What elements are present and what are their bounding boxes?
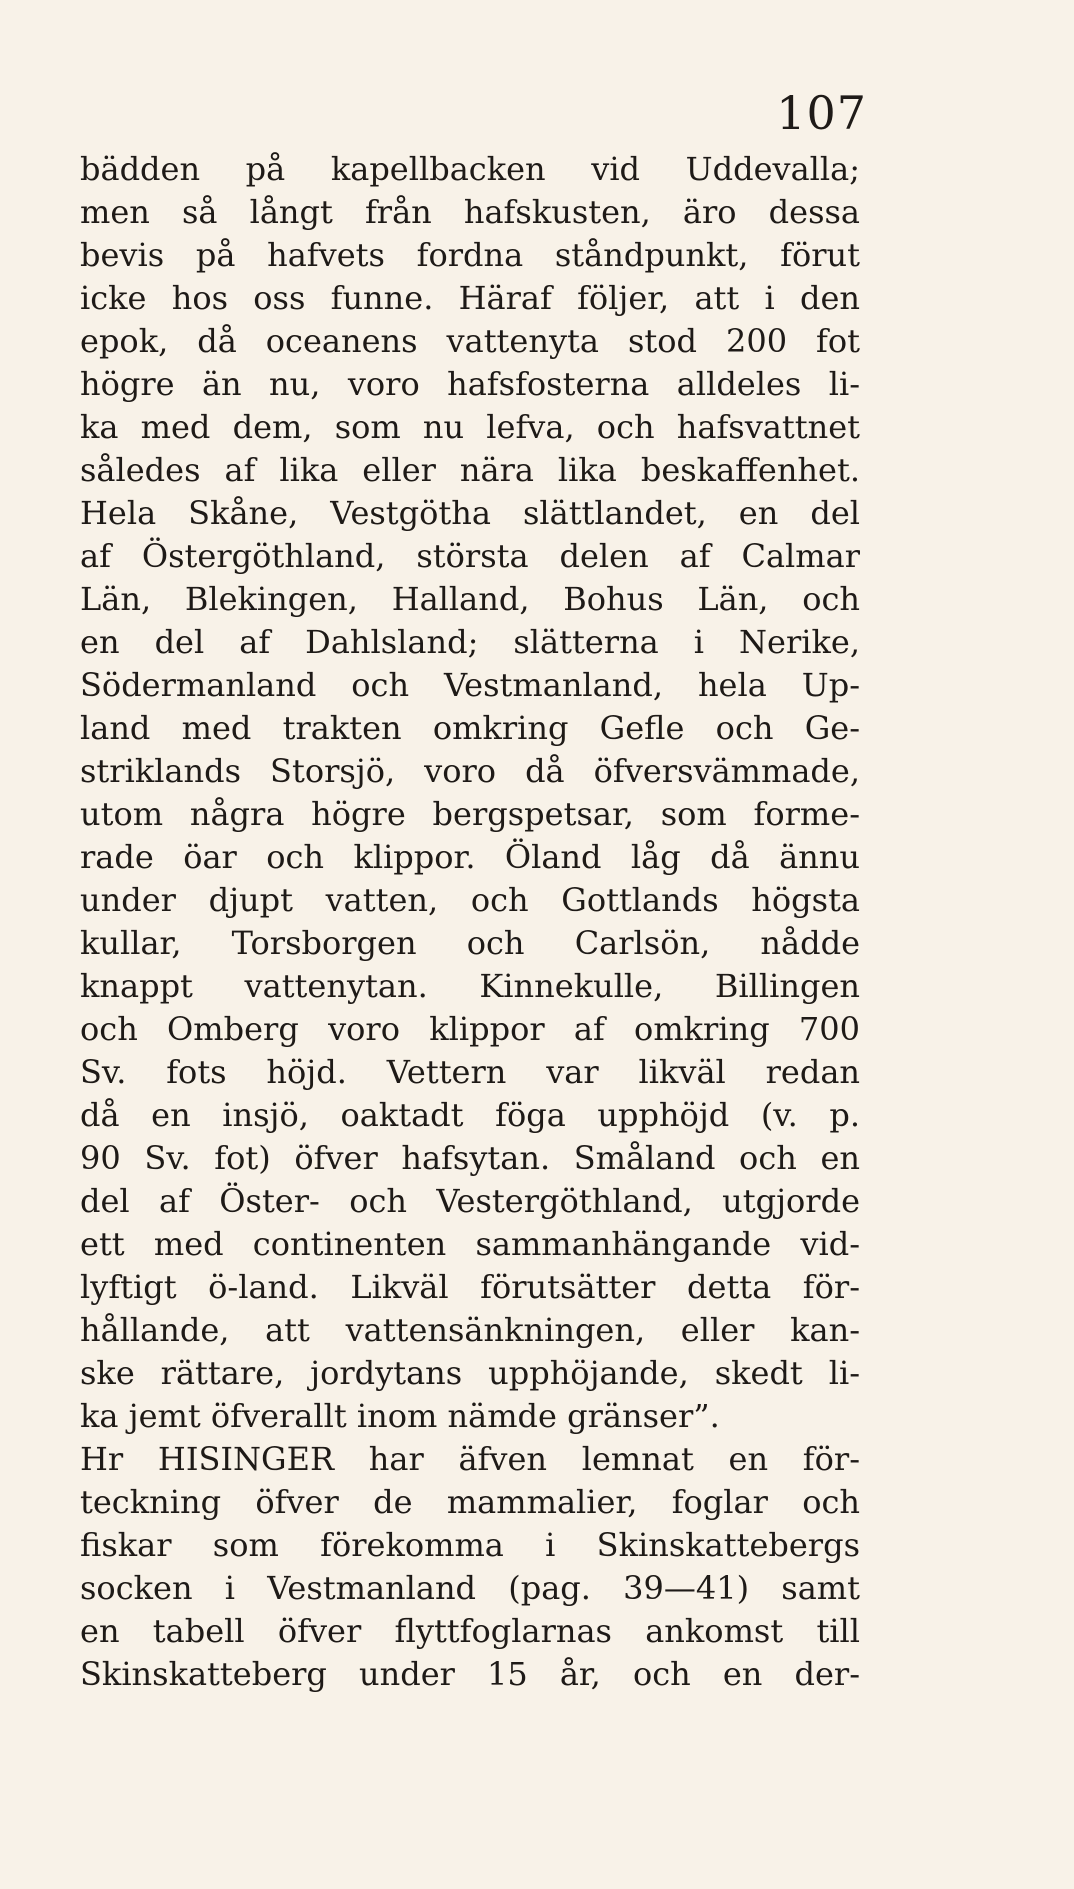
- text-line: epok, då oceanens vattenyta stod 200 fot: [80, 322, 860, 360]
- text-line: Sv. fots höjd. Vettern var likväl redan: [80, 1053, 860, 1091]
- text-line: 90 Sv. fot) öfver hafsytan. Småland och en: [80, 1139, 860, 1177]
- text-line: utom några högre bergspetsar, som forme-: [80, 795, 860, 833]
- text-line: ett med continenten sammanhängande vid-: [80, 1225, 860, 1263]
- text-line: bädden på kapellbacken vid Uddevalla;: [80, 150, 860, 188]
- text-line: icke hos oss funne. Häraf följer, att i den: [80, 279, 860, 317]
- text-line: Hr HISINGER har äfven lemnat en för-: [80, 1440, 860, 1478]
- text-line: teckning öfver de mammalier, foglar och: [80, 1483, 860, 1521]
- text-line: ka jemt öfverallt inom nämde gränser”.: [80, 1397, 720, 1435]
- text-line: rade öar och klippor. Öland låg då ännu: [80, 838, 860, 876]
- text-line: kullar, Torsborgen och Carlsön, nådde: [80, 924, 860, 962]
- text-line: socken i Vestmanland (pag. 39—41) samt: [80, 1569, 860, 1607]
- text-line: ske rättare, jordytans upphöjande, skedt li-: [80, 1354, 860, 1392]
- body-text: [80, 148, 860, 1696]
- text-line: knappt vattenytan. Kinnekulle, Billingen: [80, 967, 860, 1005]
- text-line: högre än nu, voro hafsfosterna alldeles li-: [80, 365, 860, 403]
- text-line: bevis på hafvets fordna ståndpunkt, förut: [80, 236, 860, 274]
- text-line: fiskar som förekomma i Skinskattebergs: [80, 1526, 860, 1564]
- text-line: och Omberg voro klippor af omkring 700: [80, 1010, 860, 1048]
- text-line: en del af Dahlsland; slätterna i Nerike,: [80, 623, 860, 661]
- text-line: då en insjö, oaktadt föga upphöjd (v. p.: [80, 1096, 860, 1134]
- text-line: Hela Skåne, Vestgötha slättlandet, en del: [80, 494, 860, 532]
- text-line: af Östergöthland, största delen af Calmar: [80, 537, 860, 575]
- text-line: striklands Storsjö, voro då öfversvämmade,: [80, 752, 860, 790]
- text-line: ka med dem, som nu lefva, och hafsvattnet: [80, 408, 860, 446]
- page-number: 107: [776, 86, 867, 140]
- text-line: hållande, att vattensänkningen, eller kan-: [80, 1311, 860, 1349]
- text-line: men så långt från hafskusten, äro dessa: [80, 193, 860, 231]
- text-line: land med trakten omkring Gefle och Ge-: [80, 709, 860, 747]
- text-line: en tabell öfver flyttfoglarnas ankomst till: [80, 1612, 860, 1650]
- text-line: Södermanland och Vestmanland, hela Up-: [80, 666, 860, 704]
- text-line: del af Öster- och Vestergöthland, utgjorde: [80, 1182, 860, 1220]
- text-line: således af lika eller nära lika beskaffenhet.: [80, 451, 860, 489]
- text-line: Skinskatteberg under 15 år, och en der-: [80, 1655, 860, 1693]
- text-line: lyftigt ö-land. Likväl förutsätter detta för-: [80, 1268, 860, 1306]
- text-line: under djupt vatten, och Gottlands högsta: [80, 881, 860, 919]
- text-line: Län, Blekingen, Halland, Bohus Län, och: [80, 580, 860, 618]
